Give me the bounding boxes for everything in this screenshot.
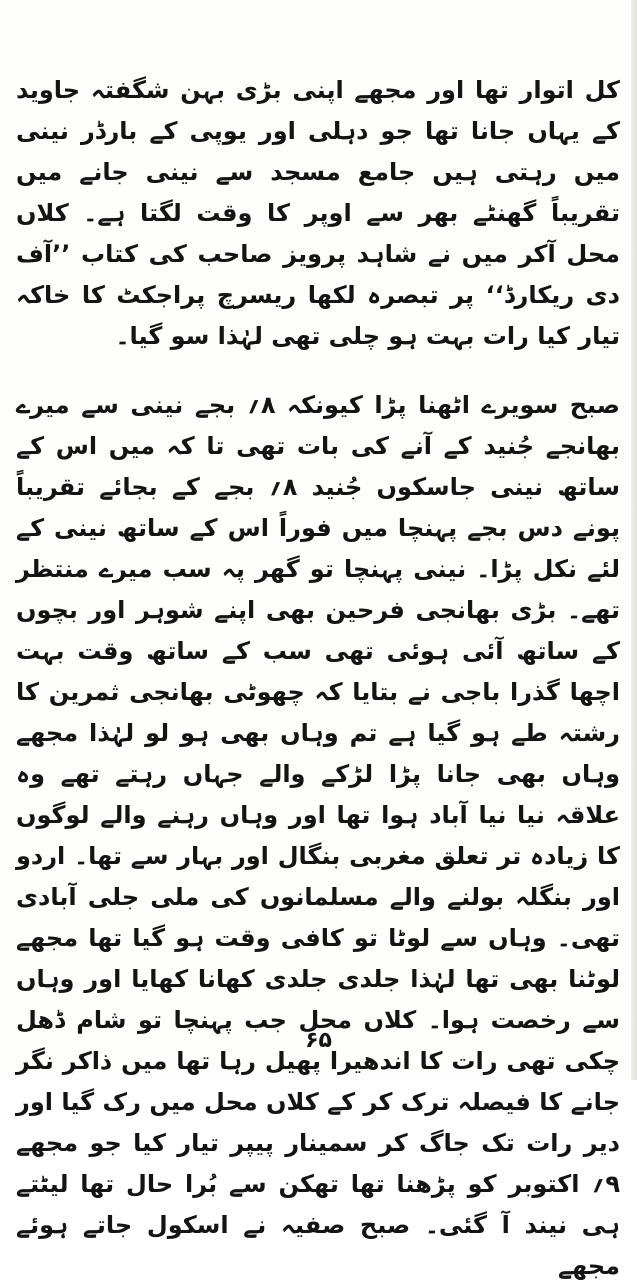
page-edge bbox=[631, 0, 637, 1080]
body-text bbox=[16, 70, 620, 1287]
paragraph-2: صبح سویرے اٹھنا پڑا کیونکہ ۸؍ بجے نینی سے میرے بھانجے جُنید کے آنے کی بات تھی تا کہ میں اس کے ساتھ نینی جاسکوں جُنید ۸؍ بجے کے بجائے تقریباً پونے دس بجے پہنچا میں فوراً اس کے ساتھ نینی کے لئے نکل پڑا۔ نینی پہنچا تو گھر پہ سب میرے منتظر تھے۔ بڑی بھانجی فرحین بھی اپنے شوہر اور بچوں کے ساتھ آئی ہوئی تھی سب کے ساتھ وقت بہت اچھا گذرا باجی نے بتایا کہ چھوٹی بھانجی ثمرین کا رشتہ طے ہو گیا ہے تم وہاں بھی ہو لو لہٰذا مجھے وہاں بھی جانا پڑا لڑکے والے جہاں رہتے تھے وہ علاقہ نیا نیا آباد ہوا تھا اور وہاں رہنے والے لوگوں کا زیادہ تر تعلق مغربی بنگال اور بہار سے تھا۔ اردو اور بنگلہ بولنے والے مسلمانوں کی ملی جلی آبادی تھی۔ وہاں سے لوٹا تو کافی وقت ہو گیا تھا مجھے لوٹنا بھی تھا لہٰذا جلدی جلدی کھانا کھایا اور وہاں سے رخصت ہوا۔ کلاں محل جب پہنچا تو شام ڈھل چکی تھی رات کا اندھیرا پھیل رہا تھا میں ذاکر نگر جانے کا فیصلہ ترک کر کے کلاں محل میں رک گیا اور دیر رات تک جاگ کر سمینار پیپر تیار کیا جو مجھے ۹؍ اکتوبر کو پڑھنا تھا تھکن سے بُرا حال تھا لیٹتے ہی نیند آ گئی۔ صبح صفیہ نے اسکول جاتے ہوئے مجھے bbox=[16, 391, 621, 1280]
page-number: ۶۵ bbox=[305, 1028, 332, 1053]
paragraph-1: کل اتوار تھا اور مجھے اپنی بڑی بہن شگفتہ جاوید کے یہاں جانا تھا جو دہلی اور یوپی کے بارڈر نینی میں رہتی ہیں جامع مسجد سے نینی جانے میں تقریباً گھنٹے بھر سے اوپر کا وقت لگتا ہے۔ کلاں محل آکر میں نے شاہد پرویز صاحب کی کتاب ’’آف دی ریکارڈ‘‘ پر تبصرہ لکھا ریسرچ پراجکٹ کا خاکہ تیار کیا رات بہت ہو چلی تھی لہٰذا سو گیا۔ bbox=[16, 76, 620, 350]
